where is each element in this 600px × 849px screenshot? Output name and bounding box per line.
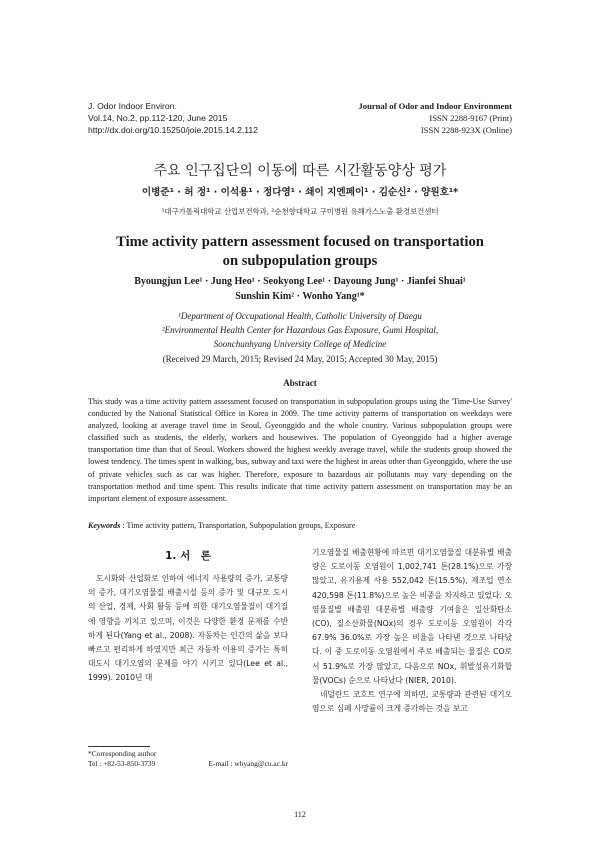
- korean-affiliations: ¹대구가톨릭대학교 산업보건학과, ²순천향대학교 구미병원 유해가스노출 환경보건센터: [161, 207, 439, 216]
- volume-info: Vol.14, No.2, pp.112-120, June 2015: [88, 113, 228, 123]
- affiliation-2: ²Environmental Health Center for Hazardous Gas Exposure, Gumi Hospital,: [161, 325, 439, 335]
- keywords-text: : Time activity pattern, Transportation, Subpopulation groups, Exposure: [120, 521, 356, 530]
- journal-issn-block: [252, 100, 512, 136]
- english-title-line-2: on subpopulation groups: [222, 253, 378, 269]
- right-column-paragraph-2: 네덜란드 코호트 연구에 의하면, 교통량과 관련된 대기오염으로 심폐 사망률이 크게 증가하는 것을 보고: [312, 690, 512, 714]
- left-column-text: 도시화와 산업화로 인하여 에너지 사용량의 증가, 교통량의 증가, 대기오염물질 배출시설 등의 증가 및 대규모 도시의 산업, 경제, 사회 활동 등에 의한 대기오염물질이 대기질에 영향을 끼치고 있으며, 이것은 다양한 환경 문제를 수반하게 된다(Yang et al., 2008). 자동차는 인간의 삶을 보다 빠르고 편리하게 하였지만 최근 자동차 이용의 증가는 특히 대도시 대기오염의 문제를 야기 시키고 있다(Lee et al., 1999). 2010년 대: [88, 574, 288, 683]
- phone-number: Tel : +82-53-850-3739: [88, 759, 156, 768]
- english-authors: [0, 274, 600, 304]
- email-address[interactable]: E-mail : whyang@cu.ac.kr: [208, 759, 288, 768]
- english-affiliations: [0, 309, 600, 351]
- corresponding-author: *Corresponding author: [88, 749, 157, 758]
- doi-link[interactable]: http://dx.doi.org/10.15250/joie.2015.14.2.112: [88, 125, 258, 135]
- english-authors-line-2: Sunshin Kim² · Wonho Yang¹*: [235, 291, 365, 302]
- journal-citation: [88, 100, 258, 136]
- issn-print: ISSN 2288-9167 (Print): [429, 113, 512, 123]
- english-title: [0, 233, 600, 271]
- right-column-paragraph-1: 기오염물질 배출현황에 따르면 대기오염물질 대분류별 배출량은 도로이동 오염원이 1,002,741 톤(28.1%)으로 가장 많았고, 유기용제 사용 552,042 톤(15.5%), 제조업 연소 420,598 톤(11.8%)으로 높은 비중을 차지하고 있었다. 오염물질별 배출원 대분류별 배출량 기여율은 일산화탄소(CO), 질소산화물(NOx)의 경우 도로이동 오염원이 각각 67.9% 36.0%로 가장 높은 비율을 나타낸 것으로 나타났다. 이 중 도로이동 오염원에서 주로 배출되는 물질은 CO로서 51.9%로 가장 많았고, 다음으로 NOx, 휘발성유기화합물(VOCs) 순으로 나타났다 (NIER, 2010).: [312, 548, 512, 685]
- journal-abbrev: J. Odor Indoor Environ.: [88, 101, 177, 111]
- keywords-label: Keywords: [88, 521, 121, 530]
- journal-name: Journal of Odor and Indoor Environment: [358, 101, 512, 111]
- english-title-line-1: Time activity pattern assessment focused on transportation: [116, 234, 484, 250]
- affiliation-2-cont: Soonchunhyang University College of Medicine: [213, 339, 387, 349]
- korean-title: 주요 인구집단의 이동에 따른 시간활동양상 평가: [153, 163, 447, 179]
- english-authors-line-1: Byoungjun Lee¹ · Jung Heo¹ · Seokyong Lee¹ · Dayoung Jung¹ · Jianfei Shuai¹: [134, 276, 466, 287]
- section-title: 1. 서 론: [165, 550, 211, 562]
- right-column: [312, 546, 512, 716]
- korean-authors: 이병준¹ · 허 정¹ · 이석용¹ · 정다영¹ · 쇄이 지엔페이¹ · 김순신² · 양원호¹*: [141, 187, 459, 198]
- abstract-heading: Abstract: [283, 378, 317, 388]
- issn-online: ISSN 2288-923X (Online): [420, 125, 512, 135]
- page-number: 112: [294, 810, 306, 819]
- footnote: [88, 749, 288, 769]
- footnote-rule: [88, 746, 150, 747]
- keywords: [88, 521, 512, 530]
- abstract-text: This study was a time activity pattern assessment focused on transportation in subpopulation groups using the 'Time-Use Survey' conducted by the National Statistical Office in Korea in 2009. The time activity patterns of transportation on weekdays were analyzed, looking at average travel time in Seoul, Gyeonggido and the whole country. Various subpopulation groups were classified such as students, the elderly, workers and housewives. The population of Gyeonggido had a higher average transportation time than that of Seoul. Workers showed the highest weekly average travel, while the students group showed the lowest tendency. The times spent in walking, bus, subway and taxi were the highest in areas other than Gyeonggido, where the use of private vehicles such as car was higher. Therefore, exposure to hazardous air pollutants may vary depending on the transportation method and time spent. This results indicate that time activity pattern assessment on transportation may be an important element of exposure assessment.: [88, 397, 512, 503]
- affiliation-1: ¹Department of Occupational Health, Catholic University of Daegu: [178, 311, 422, 321]
- received-dates: (Received 29 March, 2015; Revised 24 May, 2015; Accepted 30 May, 2015): [162, 354, 438, 364]
